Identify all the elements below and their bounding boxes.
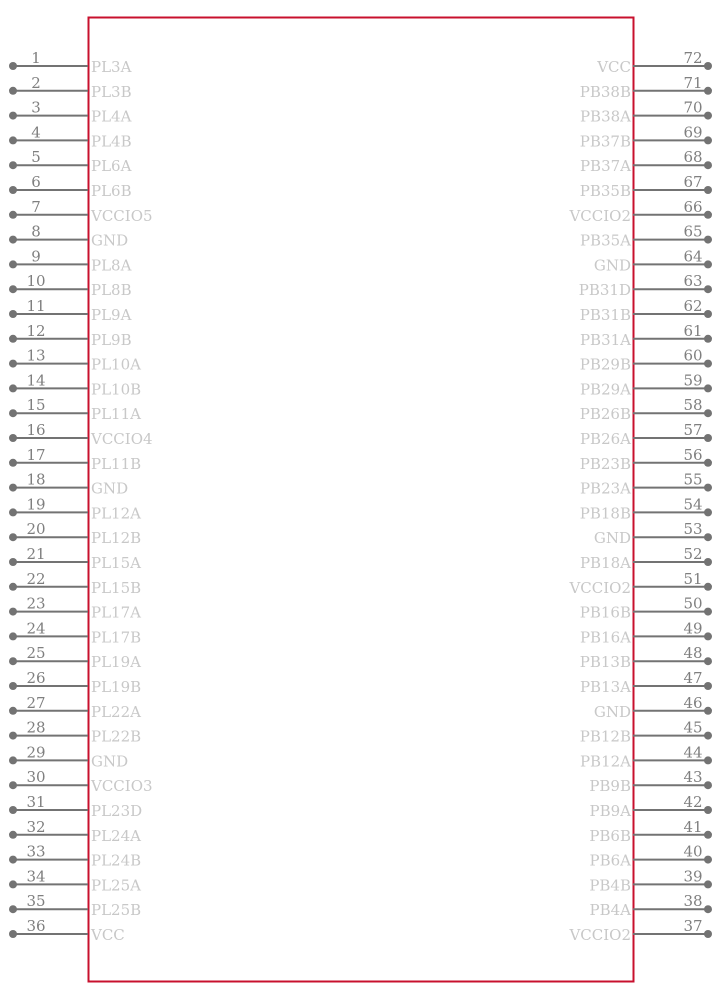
pin-3	[9, 99, 132, 126]
pin-64	[594, 247, 712, 274]
pin-number: 39	[683, 867, 703, 886]
pin-end-dot	[704, 732, 712, 740]
pin-number: 17	[26, 445, 46, 464]
pin-name: GND	[91, 752, 129, 771]
pin-number: 49	[683, 619, 703, 638]
pin-number: 36	[26, 917, 46, 935]
pin-37	[568, 917, 712, 944]
pin-name: PL9B	[91, 330, 132, 349]
pin-67	[580, 173, 712, 200]
pin-end-dot	[9, 558, 17, 566]
pin-end-dot	[9, 161, 17, 169]
pin-name: PL15A	[91, 554, 141, 572]
pin-name: PB38A	[579, 107, 631, 126]
pin-11	[9, 297, 132, 324]
pin-name: PB35A	[579, 231, 631, 250]
pin-39	[589, 867, 712, 894]
pin-name: PB9B	[589, 777, 631, 796]
pin-number: 44	[683, 743, 703, 762]
pin-name: GND	[91, 231, 129, 250]
pin-name: PL25B	[91, 901, 142, 920]
pin-end-dot	[704, 161, 712, 169]
pin-end-dot	[704, 409, 712, 417]
pin-number: 27	[26, 693, 46, 712]
pin-end-dot	[9, 384, 17, 392]
pin-name: PL19A	[91, 653, 141, 672]
pin-name: PB12B	[579, 727, 631, 746]
pin-20	[9, 520, 141, 547]
pin-name: PL25A	[91, 876, 141, 895]
pin-end-dot	[9, 756, 17, 764]
pin-number: 21	[26, 545, 46, 563]
pin-end-dot	[9, 583, 17, 591]
pin-51	[568, 570, 712, 597]
pin-name: PB9A	[589, 802, 631, 820]
pin-71	[580, 74, 712, 101]
pin-end-dot	[9, 806, 17, 814]
pin-60	[580, 347, 712, 374]
pin-number: 11	[26, 297, 46, 315]
pin-number: 10	[26, 272, 46, 291]
pin-number: 56	[683, 445, 703, 464]
pin-number: 8	[31, 222, 41, 241]
pin-number: 26	[26, 669, 46, 687]
pin-number: 63	[683, 272, 703, 291]
pin-34	[9, 867, 141, 894]
pin-name: PL24A	[91, 826, 141, 845]
pin-name: VCCIO3	[91, 777, 153, 796]
pin-name: PL8A	[91, 256, 132, 275]
pin-30	[9, 768, 153, 795]
pin-name: PB37B	[579, 132, 631, 151]
pin-end-dot	[9, 930, 17, 938]
pin-end-dot	[9, 62, 17, 70]
pin-number: 33	[26, 842, 46, 861]
pin-44	[580, 743, 712, 770]
pin-name: PB23B	[579, 454, 631, 473]
pin-end-dot	[9, 856, 17, 864]
pin-end-dot	[9, 508, 17, 516]
pin-number: 7	[31, 197, 41, 216]
pin-end-dot	[704, 608, 712, 616]
pin-number: 12	[26, 321, 46, 340]
pin-end-dot	[9, 632, 17, 640]
pin-end-dot	[9, 87, 17, 95]
pin-end-dot	[704, 285, 712, 293]
pin-22	[9, 570, 141, 597]
pin-57	[580, 421, 712, 448]
pin-69	[580, 123, 712, 150]
pin-number: 40	[683, 842, 703, 861]
pin-end-dot	[9, 905, 17, 913]
pin-name: VCCIO5	[91, 206, 153, 225]
pin-end-dot	[704, 211, 712, 219]
pin-name: PL23D	[91, 802, 143, 820]
pin-2	[9, 74, 132, 101]
pin-name: PL8B	[91, 281, 132, 300]
pin-21	[9, 545, 141, 572]
pin-name: PB37A	[579, 157, 631, 176]
pin-55	[580, 471, 712, 498]
pin-54	[580, 495, 712, 522]
pin-41	[589, 818, 712, 845]
pin-end-dot	[704, 62, 712, 70]
pin-end-dot	[9, 682, 17, 690]
pin-15	[9, 396, 141, 423]
pin-name: PB31B	[579, 306, 631, 324]
pin-end-dot	[704, 806, 712, 814]
pin-32	[9, 818, 141, 845]
pin-name: PL22B	[91, 727, 142, 746]
pin-62	[580, 297, 712, 324]
pin-27	[9, 694, 141, 721]
pin-35	[9, 892, 141, 919]
pin-number: 52	[683, 545, 703, 563]
pin-53	[594, 520, 712, 547]
pin-end-dot	[9, 112, 17, 120]
pin-56	[580, 446, 712, 473]
pin-name: VCC	[91, 926, 125, 944]
pin-end-dot	[704, 905, 712, 913]
pin-number: 67	[683, 173, 703, 191]
pin-number: 42	[683, 793, 703, 811]
pin-end-dot	[9, 285, 17, 293]
pin-number: 55	[683, 470, 703, 489]
pin-name: PL24B	[91, 851, 142, 870]
pin-name: PL11B	[91, 454, 142, 473]
pin-name: PB18B	[579, 504, 631, 523]
pin-number: 9	[31, 247, 41, 266]
pin-name: PB31D	[578, 281, 631, 300]
pin-49	[580, 619, 712, 646]
pin-number: 16	[26, 421, 46, 439]
pin-42	[590, 793, 713, 820]
pin-end-dot	[704, 657, 712, 665]
pin-name: PB6B	[589, 826, 631, 845]
pin-name: PL22A	[91, 702, 141, 721]
pin-43	[589, 768, 712, 795]
pin-name: VCC	[597, 58, 631, 76]
pin-end-dot	[9, 781, 17, 789]
pin-end-dot	[704, 335, 712, 343]
pin-name: PL3A	[91, 58, 132, 76]
pin-name: PB13A	[579, 678, 631, 696]
pin-number: 3	[31, 98, 41, 117]
pin-number: 51	[683, 569, 703, 588]
pin-end-dot	[704, 112, 712, 120]
pin-70	[580, 99, 712, 126]
pin-number: 14	[26, 371, 46, 390]
pin-end-dot	[9, 608, 17, 616]
pin-end-dot	[9, 310, 17, 318]
pin-end-dot	[704, 756, 712, 764]
pin-end-dot	[9, 831, 17, 839]
pin-10	[9, 272, 132, 299]
pin-name: PB29B	[579, 355, 631, 374]
pin-end-dot	[9, 335, 17, 343]
pin-number: 60	[683, 346, 703, 365]
pin-number: 65	[683, 222, 703, 241]
pin-name: PB29A	[579, 380, 631, 399]
pin-25	[9, 644, 141, 671]
pin-52	[580, 545, 712, 572]
pin-number: 34	[26, 867, 46, 886]
pin-end-dot	[9, 260, 17, 268]
pin-number: 48	[683, 644, 703, 663]
pin-name: PB6A	[589, 851, 631, 870]
pin-end-dot	[704, 781, 712, 789]
pin-number: 70	[683, 98, 703, 117]
pin-number: 62	[683, 297, 703, 315]
pin-number: 58	[683, 396, 703, 415]
pin-number: 5	[31, 148, 41, 167]
pin-name: PL10A	[91, 355, 141, 374]
pin-name: GND	[593, 702, 631, 721]
pin-name: PL4B	[91, 132, 132, 151]
component-body-outline	[89, 18, 634, 982]
pin-4	[9, 123, 132, 150]
pin-end-dot	[704, 856, 712, 864]
pin-name: PL12B	[91, 529, 142, 548]
pin-name: PL3B	[91, 82, 132, 101]
pin-name: PL12A	[91, 504, 141, 523]
pin-number: 28	[26, 718, 46, 737]
pin-72	[596, 49, 712, 76]
pin-name: GND	[593, 529, 631, 548]
pin-number: 54	[683, 495, 703, 514]
pin-end-dot	[9, 707, 17, 715]
pin-number: 45	[683, 718, 703, 737]
pin-end-dot	[704, 632, 712, 640]
pin-33	[9, 843, 141, 870]
pin-end-dot	[704, 831, 712, 839]
pin-number: 4	[31, 123, 41, 142]
pin-end-dot	[704, 930, 712, 938]
pin-name: PB38B	[579, 82, 631, 101]
pin-number: 13	[26, 346, 46, 365]
pin-number: 32	[26, 817, 46, 836]
pin-name: PB26A	[579, 430, 631, 448]
pin-28	[9, 719, 141, 746]
pin-number: 69	[683, 123, 703, 142]
left-pin-group	[9, 49, 153, 944]
pin-number: 64	[683, 247, 703, 266]
pin-number: 59	[683, 371, 703, 390]
pin-name: PB16B	[579, 603, 631, 622]
pin-number: 6	[31, 173, 41, 191]
pin-31	[9, 793, 142, 820]
pin-number: 1	[31, 49, 41, 67]
pin-14	[9, 371, 141, 398]
pin-6	[9, 173, 132, 200]
pin-name: PB4B	[589, 876, 631, 895]
pin-18	[9, 471, 128, 498]
pin-name: PL9A	[91, 306, 132, 324]
pin-68	[580, 148, 712, 175]
pin-number: 29	[26, 743, 46, 762]
pin-name: VCCIO2	[569, 206, 631, 225]
pin-end-dot	[9, 657, 17, 665]
pin-name: PB16A	[579, 628, 631, 647]
pin-number: 35	[26, 892, 46, 911]
pin-end-dot	[704, 360, 712, 368]
pin-name: PL4A	[91, 107, 132, 126]
pin-end-dot	[9, 533, 17, 541]
pin-number: 41	[683, 817, 703, 836]
pin-46	[594, 694, 712, 721]
pin-number: 38	[683, 892, 703, 911]
pin-number: 66	[683, 197, 703, 216]
pin-end-dot	[704, 310, 712, 318]
pin-name: PL17B	[91, 628, 142, 647]
pin-end-dot	[9, 484, 17, 492]
pin-number: 25	[26, 644, 46, 663]
pin-name: PB12A	[579, 752, 631, 771]
pin-name: PL15B	[91, 578, 142, 597]
pin-name: PL6A	[91, 157, 132, 176]
pin-number: 50	[683, 594, 703, 613]
pin-name: PB4A	[589, 901, 631, 920]
pin-45	[580, 719, 712, 746]
pin-name: PB18A	[579, 554, 631, 572]
pin-number: 19	[26, 495, 46, 514]
pin-number: 15	[26, 396, 46, 415]
pin-number: 37	[683, 917, 703, 935]
pin-63	[579, 272, 712, 299]
pin-name: PL19B	[91, 678, 142, 696]
pin-number: 61	[683, 321, 703, 340]
pin-number: 23	[26, 594, 46, 613]
pin-50	[580, 595, 712, 622]
pin-name: GND	[593, 256, 631, 275]
pin-end-dot	[704, 682, 712, 690]
pin-16	[9, 421, 153, 448]
pin-end-dot	[704, 186, 712, 194]
pin-5	[9, 148, 132, 175]
pin-name: VCCIO2	[569, 926, 631, 944]
pin-29	[9, 743, 128, 770]
pin-name: PB23A	[579, 479, 631, 498]
pin-12	[9, 322, 132, 349]
pin-number: 43	[683, 768, 703, 787]
pin-name: PB31A	[579, 330, 631, 349]
pin-name: PL11A	[91, 405, 141, 424]
pin-19	[9, 495, 141, 522]
pin-end-dot	[704, 260, 712, 268]
pin-61	[580, 322, 712, 349]
pin-number: 22	[26, 569, 46, 588]
pin-number: 57	[683, 421, 703, 439]
pin-number: 2	[31, 73, 41, 92]
pin-end-dot	[9, 236, 17, 244]
pin-24	[9, 619, 141, 646]
pin-40	[590, 843, 713, 870]
pin-65	[580, 223, 712, 250]
pin-9	[9, 247, 132, 274]
pin-name: PL6B	[91, 182, 132, 200]
pin-end-dot	[704, 484, 712, 492]
pin-number: 30	[26, 768, 46, 787]
pin-23	[9, 595, 141, 622]
pin-number: 46	[683, 693, 703, 712]
pin-number: 31	[26, 793, 46, 811]
pin-end-dot	[9, 211, 17, 219]
pin-17	[9, 446, 141, 473]
pin-end-dot	[704, 434, 712, 442]
pin-number: 20	[26, 520, 46, 539]
pin-name: PB13B	[579, 653, 631, 672]
pin-end-dot	[704, 136, 712, 144]
pin-end-dot	[9, 732, 17, 740]
pin-26	[9, 669, 141, 696]
pin-number: 18	[26, 470, 46, 489]
pin-end-dot	[9, 409, 17, 417]
pin-number: 71	[683, 73, 703, 92]
pin-end-dot	[704, 880, 712, 888]
pin-end-dot	[704, 236, 712, 244]
pin-end-dot	[704, 558, 712, 566]
pin-end-dot	[704, 707, 712, 715]
right-pin-group	[568, 49, 712, 944]
pin-name: VCCIO4	[91, 430, 153, 448]
pin-end-dot	[704, 533, 712, 541]
pin-end-dot	[9, 880, 17, 888]
pin-number: 24	[26, 619, 46, 638]
pin-name: PB26B	[579, 405, 631, 424]
pin-name: GND	[91, 479, 129, 498]
pin-name: VCCIO2	[569, 578, 631, 597]
pin-end-dot	[704, 87, 712, 95]
pin-7	[9, 198, 153, 225]
pin-number: 47	[683, 669, 703, 687]
pin-end-dot	[704, 459, 712, 467]
pin-59	[580, 371, 712, 398]
pin-end-dot	[704, 384, 712, 392]
pin-48	[580, 644, 712, 671]
pin-end-dot	[704, 583, 712, 591]
pin-36	[9, 917, 125, 944]
pin-name: PL17A	[91, 603, 141, 622]
pin-13	[9, 347, 141, 374]
pin-58	[580, 396, 712, 423]
pin-8	[9, 223, 128, 250]
pin-end-dot	[9, 186, 17, 194]
pin-number: 72	[683, 49, 703, 67]
pin-end-dot	[9, 360, 17, 368]
pin-47	[580, 669, 712, 696]
pin-name: PL10B	[91, 380, 142, 399]
pin-number: 68	[683, 148, 703, 167]
pin-number: 53	[683, 520, 703, 539]
pin-name: PB35B	[579, 182, 631, 200]
pin-1	[9, 49, 132, 76]
pin-66	[568, 198, 712, 225]
pin-end-dot	[9, 459, 17, 467]
pin-end-dot	[9, 434, 17, 442]
pin-end-dot	[9, 136, 17, 144]
pin-38	[590, 892, 713, 919]
pin-end-dot	[704, 508, 712, 516]
